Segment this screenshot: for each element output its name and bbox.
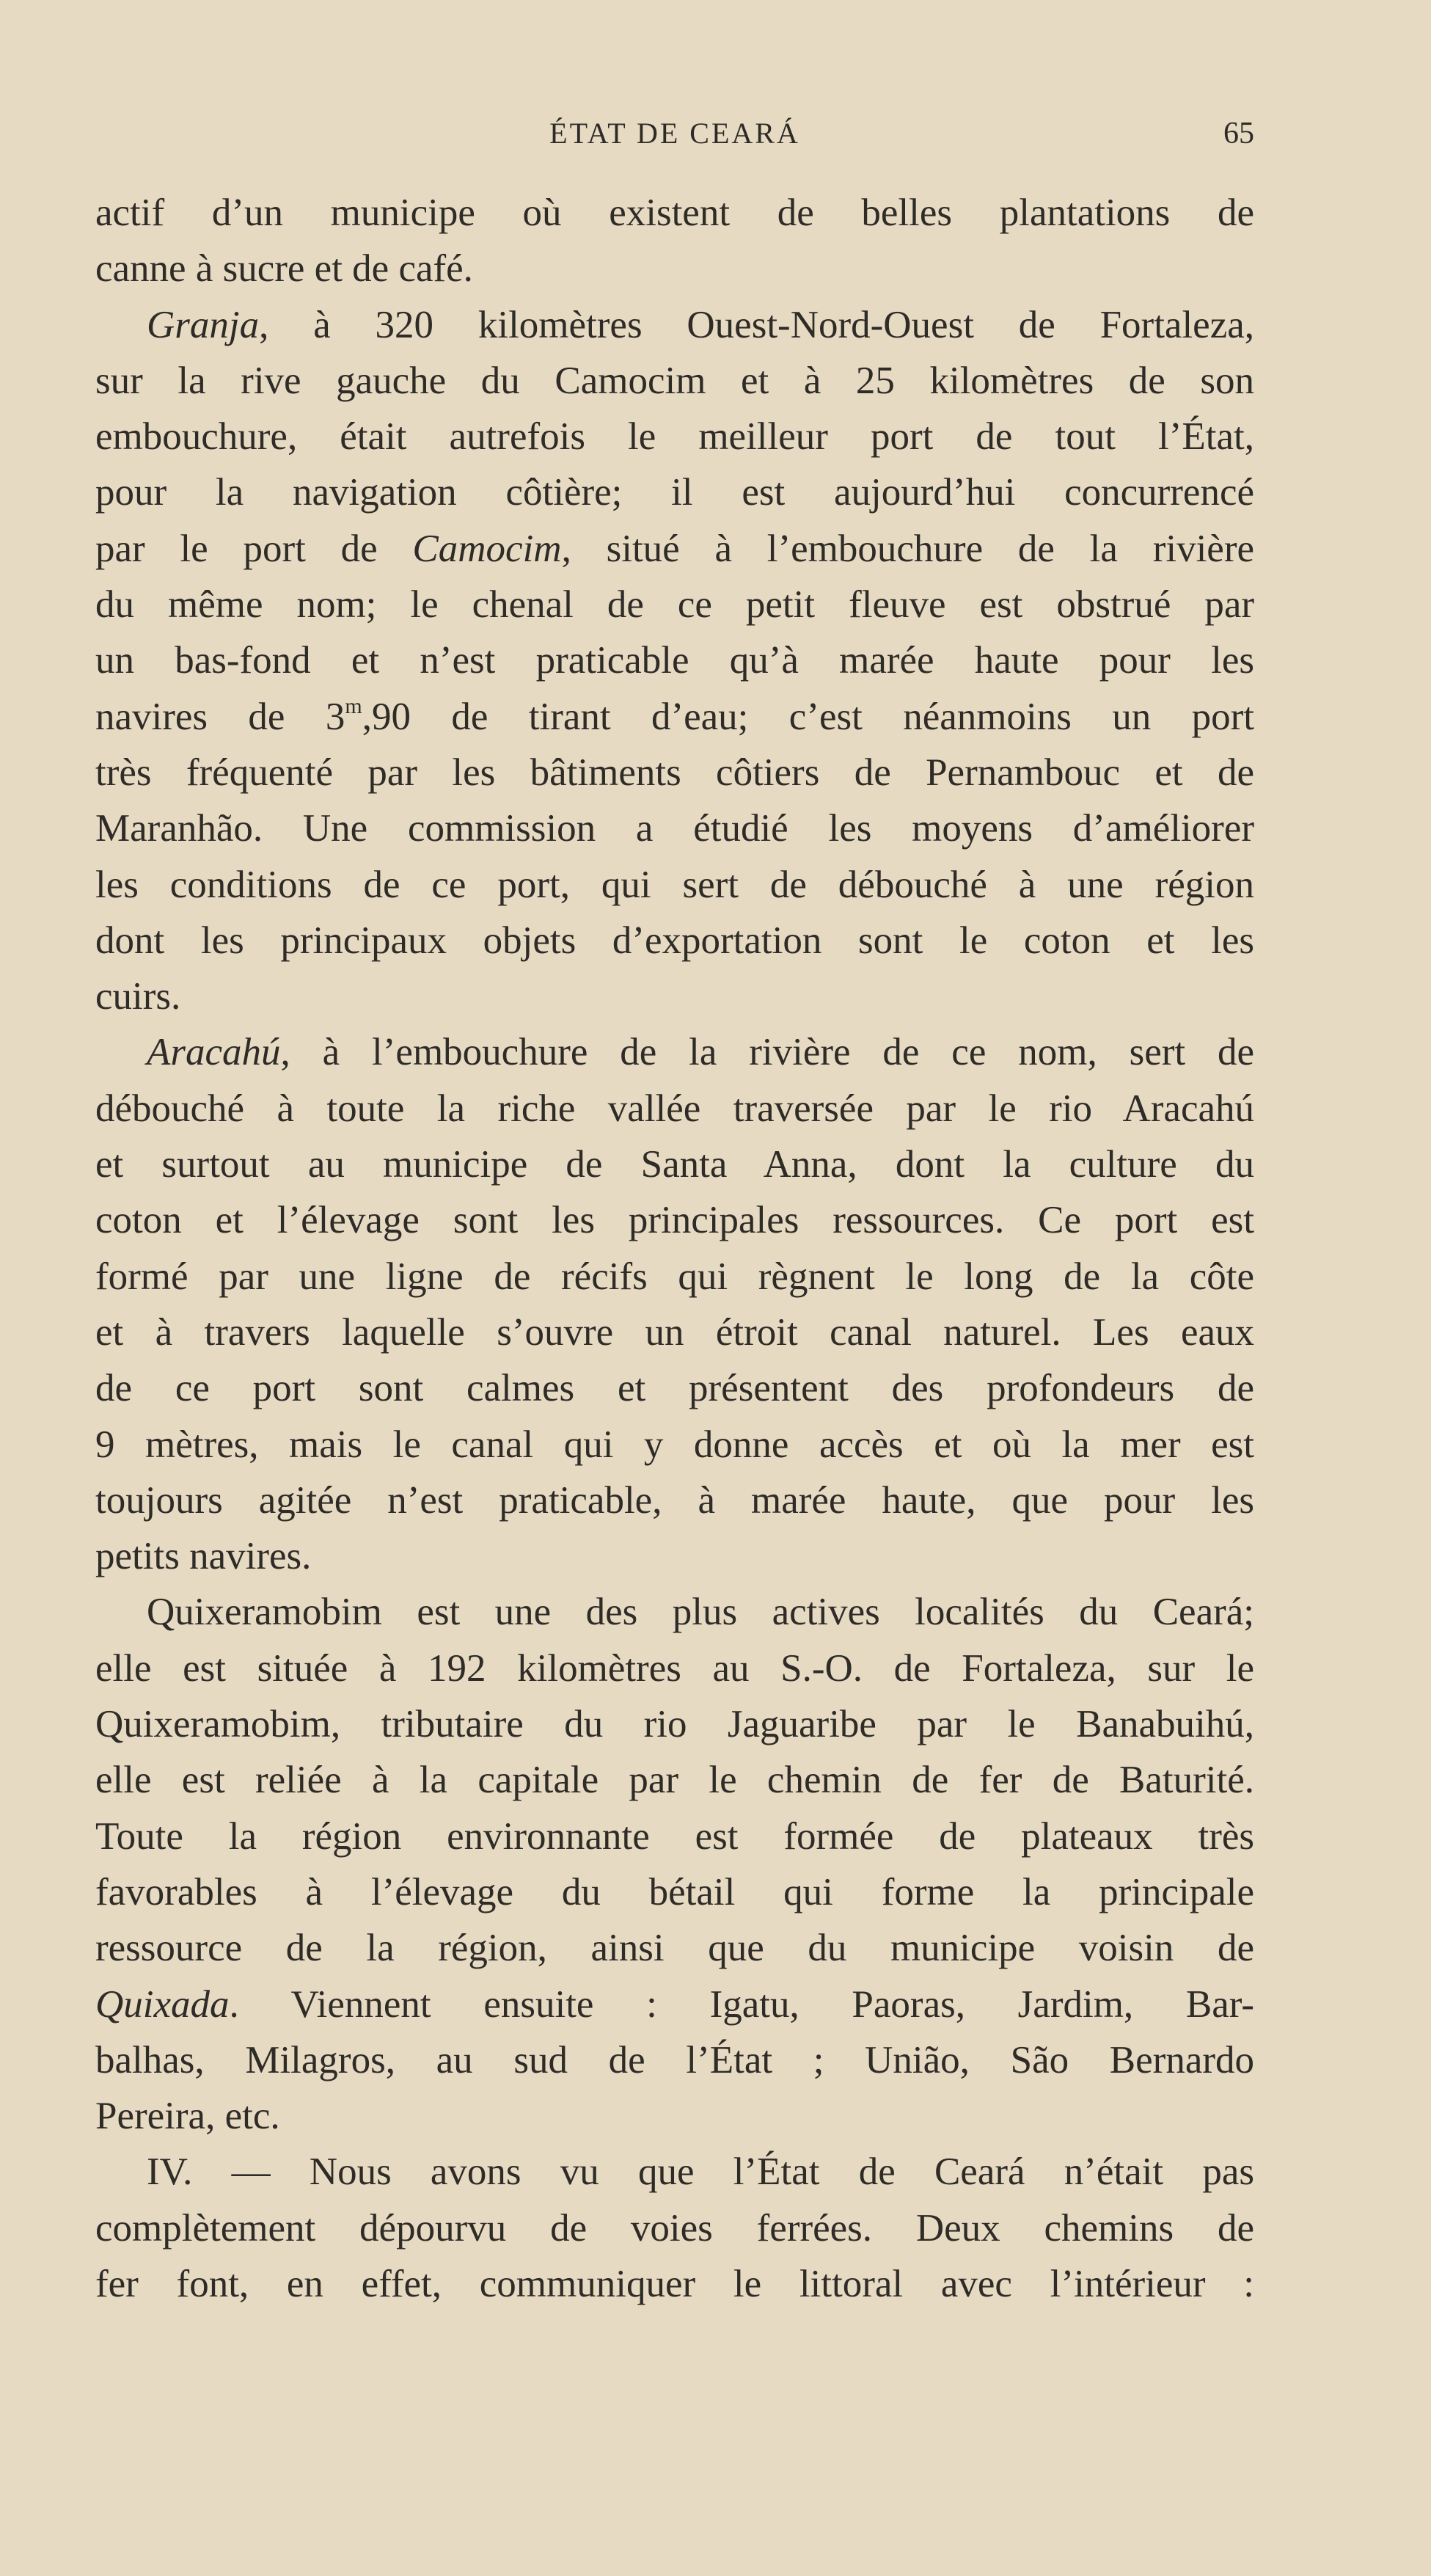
text-line: Pereira, etc. bbox=[95, 2095, 280, 2138]
text-segment: navires de 3 bbox=[95, 695, 345, 738]
text-line: dont les principaux objets d’exportation sont le coton et les bbox=[95, 919, 1254, 962]
text-line bbox=[95, 521, 1254, 577]
text-line bbox=[95, 1977, 1254, 2032]
text-line: de ce port sont calmes et présentent des profondeurs de bbox=[95, 1367, 1254, 1410]
text-line: Quixeramobim est une des plus actives localités du Ceará; bbox=[147, 1591, 1254, 1634]
text-line: formé par une ligne de récifs qui règnent le long de la côte bbox=[95, 1255, 1254, 1298]
text-line: et surtout au municipe de Santa Anna, dont la culture du bbox=[95, 1143, 1254, 1186]
italic-place-name: Granja bbox=[147, 303, 260, 346]
text-line: Toute la région environnante est formée de plateaux très bbox=[95, 1814, 1254, 1858]
text-line: sur la rive gauche du Camocim et à 25 kilomètres de son bbox=[95, 359, 1254, 402]
text-segment: , à l’embouchure de la rivière de ce nom, sert de bbox=[280, 1031, 1254, 1074]
text-line: et à travers laquelle s’ouvre un étroit canal naturel. Les eaux bbox=[95, 1310, 1254, 1354]
text-segment: par le port de bbox=[95, 527, 413, 570]
text-line: complètement dépourvu de voies ferrées. Deux chemins de bbox=[95, 2206, 1254, 2250]
text-line: coton et l’élevage sont les principales ressources. Ce port est bbox=[95, 1199, 1254, 1242]
text-line: IV. — Nous avons vu que l’État de Ceará n’était pas bbox=[147, 2150, 1254, 2194]
text-line: 9 mètres, mais le canal qui y donne accès et où la mer est bbox=[95, 1423, 1254, 1466]
text-line: fer font, en effet, communiquer le littoral avec l’intérieur : bbox=[95, 2262, 1254, 2305]
text-line: favorables à l’élevage du bétail qui forme la principale bbox=[95, 1870, 1254, 1913]
superscript: m bbox=[345, 693, 362, 718]
text-line: canne à sucre et de café. bbox=[95, 247, 473, 291]
italic-place-name: Quixada bbox=[95, 1982, 230, 2026]
text-line: elle est située à 192 kilomètres au S.-O. de Fortaleza, sur le bbox=[95, 1646, 1254, 1690]
text-line: très fréquenté par les bâtiments côtiers de Pernambouc et de bbox=[95, 751, 1254, 794]
text-line bbox=[95, 1024, 1254, 1080]
text-line: toujours agitée n’est praticable, à marée haute, que pour les bbox=[95, 1478, 1254, 1522]
text-segment: ,90 de tirant d’eau; c’est néanmoins un port bbox=[362, 695, 1255, 738]
text-line: Quixeramobim, tributaire du rio Jaguaribe par le Banabuihú, bbox=[95, 1703, 1254, 1746]
text-line: balhas, Milagros, au sud de l’État ; União, São Bernardo bbox=[95, 2038, 1254, 2081]
text-segment: , situé à l’embouchure de la rivière bbox=[561, 527, 1254, 570]
text-line: ressource de la région, ainsi que du municipe voisin de bbox=[95, 1927, 1254, 1970]
text-segment: . Viennent ensuite : Igatu, Paoras, Jardim, Bar- bbox=[229, 1982, 1254, 2026]
text-segment: , à 320 kilomètres Ouest-Nord-Ouest de Fortaleza, bbox=[259, 303, 1254, 346]
italic-place-name: Aracahú bbox=[147, 1031, 281, 1074]
running-header bbox=[95, 116, 1254, 160]
text-line: cuirs. bbox=[95, 975, 181, 1018]
text-line: un bas-fond et n’est praticable qu’à marée haute pour les bbox=[95, 639, 1254, 682]
text-line: les conditions de ce port, qui sert de débouché à une région bbox=[95, 863, 1254, 906]
page-number: 65 bbox=[1223, 117, 1254, 150]
italic-place-name: Camocim bbox=[412, 527, 562, 570]
running-title: ÉTAT DE CEARÁ bbox=[549, 117, 800, 150]
text-line: embouchure, était autrefois le meilleur port de tout l’État, bbox=[95, 415, 1254, 459]
text-line: pour la navigation côtière; il est aujourd’hui concurrencé bbox=[95, 471, 1254, 514]
text-line bbox=[95, 689, 1254, 745]
text-line: elle est reliée à la capitale par le chemin de fer de Baturité. bbox=[95, 1759, 1254, 1802]
text-line: petits navires. bbox=[95, 1535, 312, 1578]
text-line: du même nom; le chenal de ce petit fleuve est obstrué par bbox=[95, 583, 1254, 627]
text-line bbox=[95, 297, 1254, 353]
text-line: Maranhão. Une commission a étudié les moyens d’améliorer bbox=[95, 807, 1254, 850]
body-text bbox=[95, 185, 1254, 2312]
text-line: débouché à toute la riche vallée traversée par le rio Aracahú bbox=[95, 1087, 1254, 1130]
text-line: actif d’un municipe où existent de belles plantations de bbox=[95, 191, 1254, 234]
